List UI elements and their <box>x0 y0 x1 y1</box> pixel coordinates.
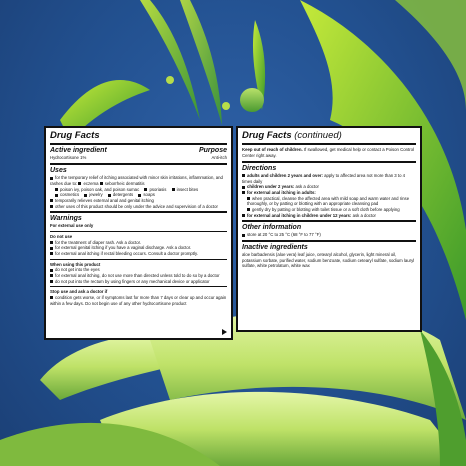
bullet-icon <box>50 274 53 277</box>
drug-facts-panel <box>44 126 233 340</box>
bullet-icon <box>50 177 53 180</box>
warnings-heading: Warnings <box>50 215 82 223</box>
bullet-icon <box>50 280 53 283</box>
purpose-heading: Purpose <box>198 147 227 155</box>
drug-facts-continued-panel <box>236 126 422 332</box>
bullet-icon <box>55 188 58 191</box>
uses-item: temporarily relieves external anal and genital itching <box>50 198 227 204</box>
other-info-item: store at 20 °C to 25 °C (68 °F to 77 °F) <box>242 232 416 238</box>
bullet-icon <box>242 214 245 217</box>
warning-item: do not get into the eyes <box>50 267 227 273</box>
bullet-icon <box>50 199 53 202</box>
aloe-droplet <box>240 88 264 112</box>
direction-subitem: gently dry by patting or blotting with toilet tissue or a soft cloth before applying <box>242 207 416 213</box>
drug-facts-title: Drug Facts <box>50 130 100 141</box>
direction-item: children under 2 years: ask a doctor <box>242 184 416 190</box>
warning-item: for external genital itching if you have a vaginal discharge. Ask a doctor. <box>50 245 227 251</box>
bullet-icon <box>100 182 103 185</box>
inactive-ingredients-heading: Inactive ingredients <box>242 243 308 251</box>
external-use-warning: For external use only <box>50 223 94 229</box>
divider <box>242 161 416 163</box>
bullet-icon <box>247 197 250 200</box>
direction-item: adults and children 2 years and over: apply to affected area not more than 3 to 4 times daily <box>242 172 406 184</box>
divider <box>242 220 416 222</box>
warning-item: condition gets worse, or if symptoms last for more than 7 days or clear up and occur again within a few days. Do not begin use of any other hydrocortisone product <box>50 295 227 306</box>
uses-conditions: poison ivy, poison oak, and poison sumac psoriasis insect bites <box>50 187 227 193</box>
divider <box>50 231 227 232</box>
direction-subitem: when practical, cleanse the affected area with mild soap and warm water and rinse thoroughly, or by patting or blotting with an appropriate cleansing pad <box>247 195 410 207</box>
divider <box>50 163 227 165</box>
active-ingredient-heading: Active ingredient <box>50 147 107 155</box>
bullet-icon <box>108 194 111 197</box>
bullet-icon <box>78 182 81 185</box>
bullet-icon <box>242 186 245 189</box>
aloe-drop-streak <box>180 0 222 125</box>
bullet-icon <box>84 194 87 197</box>
bullet-icon <box>50 241 53 244</box>
keep-out-of-reach: Keep out of reach of children. If swallowed, get medical help or contact a Poison Control Center right away. <box>242 147 414 159</box>
continue-arrow-icon <box>222 329 227 335</box>
directions-heading: Directions <box>242 164 277 172</box>
direction-item: for external anal itching in adults: <box>242 190 416 196</box>
divider <box>242 240 416 242</box>
warning-item: for external anal itching if rectal bleeding occurs. Consult a doctor promptly. <box>50 251 227 257</box>
uses-item: other uses of this product should be only under the advice and supervision of a doctor <box>50 204 227 210</box>
bullet-icon <box>50 269 53 272</box>
bullet-icon <box>172 188 175 191</box>
when-using-heading: When using this product <box>50 261 101 267</box>
drug-facts-continued-title: Drug Facts (continued) <box>242 130 342 141</box>
active-ingredient-value: Hydrocortisone 1% <box>50 155 87 161</box>
warning-item: for external anal itching, do not use more than directed unless told to do so by a doctor <box>50 273 227 279</box>
inactive-ingredients-text: aloe barbadensis (aloe vera) leaf juice, cetearyl alcohol, glycerin, light mineral oil, potassium sorbate, purified water, sodium benzoate, sodium cetearyl sulfate, sodium lauryl sulfate, white petrolatum, white wax <box>242 251 415 269</box>
divider <box>50 143 227 145</box>
aloe-droplet <box>166 76 174 84</box>
warning-item: do not put into the rectum by using fingers or any mechanical device or applicator <box>50 279 227 285</box>
direction-item: for external anal itching in children under 12 years: ask a doctor <box>242 213 416 219</box>
other-information-heading: Other information <box>242 224 302 232</box>
divider <box>50 259 227 260</box>
purpose-value: Anti-itch <box>211 155 227 161</box>
warning-item: for the treatment of diaper rash. Ask a doctor. <box>50 240 227 246</box>
bullet-icon <box>247 208 250 211</box>
bullet-icon <box>242 234 245 237</box>
use-condition: seborrheic dermatitis <box>100 181 145 186</box>
bullet-icon <box>55 194 58 197</box>
aloe-droplet <box>222 102 230 110</box>
bullet-icon <box>50 252 53 255</box>
bullet-icon <box>242 191 245 194</box>
divider <box>242 143 416 145</box>
do-not-use-heading: Do not use <box>50 233 73 239</box>
bullet-icon <box>50 247 53 250</box>
uses-item: for the temporary relief of itching associated with minor skin irritations, inflammation, and rashes due to: eczema seborrheic dermatitis <box>50 175 223 186</box>
bullet-icon <box>242 174 245 177</box>
use-condition: eczema <box>78 181 98 186</box>
bullet-icon <box>50 205 53 208</box>
bullet-icon <box>50 296 53 299</box>
bullet-icon <box>138 194 141 197</box>
divider <box>50 286 227 287</box>
bullet-icon <box>144 188 147 191</box>
uses-heading: Uses <box>50 167 67 175</box>
uses-conditions: cosmetics jewelry detergents soaps <box>50 192 227 198</box>
stop-use-heading: Stop use and ask a doctor if <box>50 289 108 295</box>
divider <box>50 211 227 213</box>
